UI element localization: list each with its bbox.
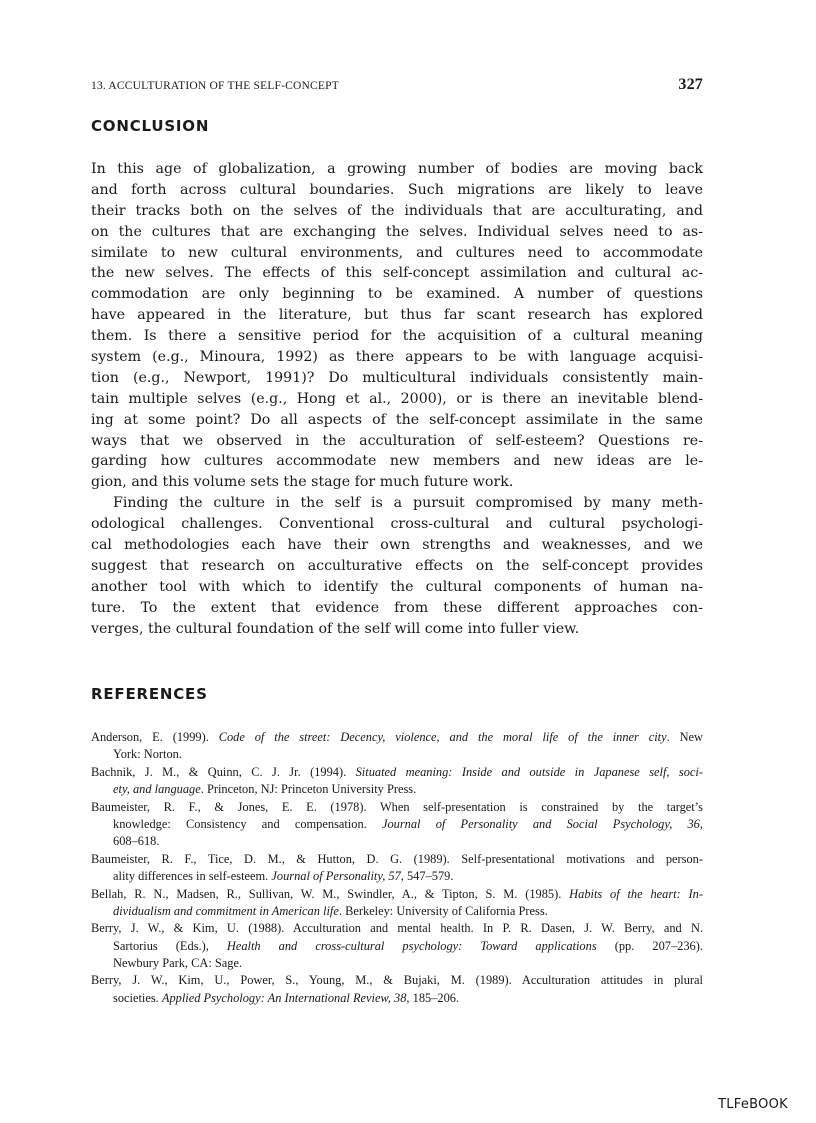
- conclusion-line: the new selves. The effects of this self-concept assimilation and cultural ac-: [91, 265, 703, 282]
- conclusion-line: ways that we observed in the acculturation of self-esteem? Questions re-: [91, 432, 703, 449]
- reference-line: [91, 729, 703, 746]
- reference-line: [91, 799, 703, 816]
- reference-entry: [91, 799, 703, 851]
- conclusion-line: ture. To the extent that evidence from these different approaches con-: [91, 599, 703, 616]
- reference-line: [91, 833, 703, 850]
- running-head-title: 13. ACCULTURATION OF THE SELF-CONCEPT: [91, 80, 339, 92]
- reference-text: . New: [666, 730, 703, 744]
- conclusion-line: tion (e.g., Newport, 1991)? Do multicultural individuals consistently main-: [91, 369, 703, 386]
- conclusion-line: them. Is there a sensitive period for the acquisition of a cultural meaning: [91, 328, 703, 345]
- reference-line: [91, 746, 703, 763]
- conclusion-heading: CONCLUSION: [91, 117, 210, 135]
- reference-line: [91, 903, 703, 920]
- reference-italic-title: Habits of the heart: In-: [569, 886, 703, 901]
- conclusion-line: and forth across cultural boundaries. Such migrations are likely to leave: [91, 181, 703, 198]
- reference-text: Bellah, R. N., Madsen, R., Sullivan, W. M., Swindler, A., & Tipton, S. M. (1985).: [91, 886, 570, 901]
- reference-italic-title: Code of the street: Decency, violence, and the moral life of the inner city: [218, 730, 667, 744]
- reference-line: [91, 955, 703, 972]
- conclusion-line: another tool with which to identify the cultural components of human na-: [91, 578, 703, 595]
- reference-text: Newbury Park, CA: Sage.: [113, 956, 243, 971]
- reference-entry: [91, 920, 703, 972]
- conclusion-line: In this age of globalization, a growing number of bodies are moving back: [91, 161, 703, 177]
- conclusion-line: have appeared in the literature, but thus far scant research has explored: [91, 307, 703, 324]
- reference-line: [91, 764, 703, 781]
- reference-text: , 185–206.: [406, 990, 460, 1005]
- footer-watermark: TLFeBOOK: [717, 1097, 788, 1112]
- conclusion-line: similate to new cultural environments, and cultures need to accommodate: [91, 244, 703, 261]
- reference-entry: [91, 851, 703, 886]
- reference-text: societies.: [113, 990, 162, 1005]
- reference-text: 608–618.: [113, 834, 160, 849]
- reference-line: [91, 781, 703, 798]
- reference-italic-title: Applied Psychology: An International Review, 38: [161, 990, 407, 1005]
- reference-line: [91, 816, 703, 833]
- reference-text: ality differences in self-esteem.: [113, 869, 272, 884]
- references-heading: REFERENCES: [91, 685, 208, 703]
- conclusion-line: cal methodologies each have their own strengths and weaknesses, and we: [91, 537, 703, 554]
- reference-text: Baumeister, R. F., Tice, D. M., & Hutton, D. G. (1989). Self-presentational motivations and person-: [91, 851, 703, 866]
- reference-text: Sartorius (Eds.),: [113, 938, 227, 953]
- references-list: [91, 729, 703, 1007]
- reference-text: ,: [699, 816, 703, 831]
- conclusion-line: ing at some point? Do all aspects of the self-concept assimilate in the same: [91, 411, 703, 428]
- reference-line: [91, 886, 703, 903]
- conclusion-line: suggest that research on acculturative effects on the self-concept provides: [91, 557, 703, 574]
- conclusion-line: verges, the cultural foundation of the self will come into fuller view.: [91, 620, 580, 637]
- reference-text: . Princeton, NJ: Princeton University Press.: [200, 782, 417, 797]
- reference-italic-title: dividualism and commitment in American life: [113, 903, 339, 918]
- reference-text: (pp. 207–236).: [596, 938, 703, 953]
- reference-line: [91, 851, 703, 868]
- reference-text: York: Norton.: [113, 747, 182, 762]
- reference-line: [91, 972, 703, 989]
- reference-text: , 547–579.: [400, 869, 454, 884]
- reference-line: [91, 990, 703, 1007]
- conclusion-line: Finding the culture in the self is a pursuit compromised by many meth-: [113, 495, 703, 512]
- reference-text: Bachnik, J. M., & Quinn, C. J. Jr. (1994).: [91, 764, 356, 779]
- conclusion-line: on the cultures that are exchanging the selves. Individual selves need to as-: [91, 223, 703, 240]
- reference-text: Baumeister, R. F., & Jones, E. E. (1978). When self-presentation is constrained by the target’s: [91, 799, 703, 814]
- conclusion-line: tain multiple selves (e.g., Hong et al., 2000), or is there an inevitable blend-: [91, 390, 703, 407]
- reference-line: [91, 938, 703, 955]
- reference-text: knowledge: Consistency and compensation.: [113, 816, 382, 831]
- reference-line: [91, 868, 703, 885]
- reference-text: Anderson, E. (1999).: [91, 730, 219, 744]
- reference-italic-title: Journal of Personality and Social Psychology, 36: [381, 816, 700, 831]
- conclusion-line: odological challenges. Conventional cross-cultural and cultural psychologi-: [91, 516, 703, 533]
- reference-italic-title: Situated meaning: Inside and outside in Japanese self, soci-: [355, 764, 703, 779]
- reference-entry: [91, 886, 703, 921]
- page-number: 327: [678, 76, 703, 93]
- reference-entry: [91, 764, 703, 799]
- conclusion-line: system (e.g., Minoura, 1992) as there appears to be with language acquisi-: [91, 349, 703, 366]
- conclusion-body: [91, 159, 703, 639]
- running-head: [91, 78, 703, 96]
- reference-italic-title: Health and cross-cultural psychology: Toward applications: [226, 938, 597, 953]
- reference-text: Berry, J. W., & Kim, U. (1988). Acculturation and mental health. In P. R. Dasen, J. W. Berry, and N.: [91, 921, 703, 936]
- conclusion-line: gion, and this volume sets the stage for much future work.: [91, 474, 514, 491]
- reference-italic-title: ety, and language: [113, 782, 201, 797]
- conclusion-line: their tracks both on the selves of the individuals that are acculturating, and: [91, 202, 703, 219]
- conclusion-line: garding how cultures accommodate new members and new ideas are le-: [91, 453, 703, 470]
- reference-italic-title: Journal of Personality, 57: [271, 869, 401, 884]
- reference-text: . Berkeley: University of California Press.: [338, 903, 548, 918]
- reference-entry: [91, 972, 703, 1007]
- reference-text: Berry, J. W., Kim, U., Power, S., Young, M., & Bujaki, M. (1989). Acculturation attitudes in plural: [91, 973, 703, 988]
- conclusion-line: commodation are only beginning to be examined. A number of questions: [91, 286, 703, 303]
- reference-line: [91, 920, 703, 937]
- reference-entry: [91, 729, 703, 764]
